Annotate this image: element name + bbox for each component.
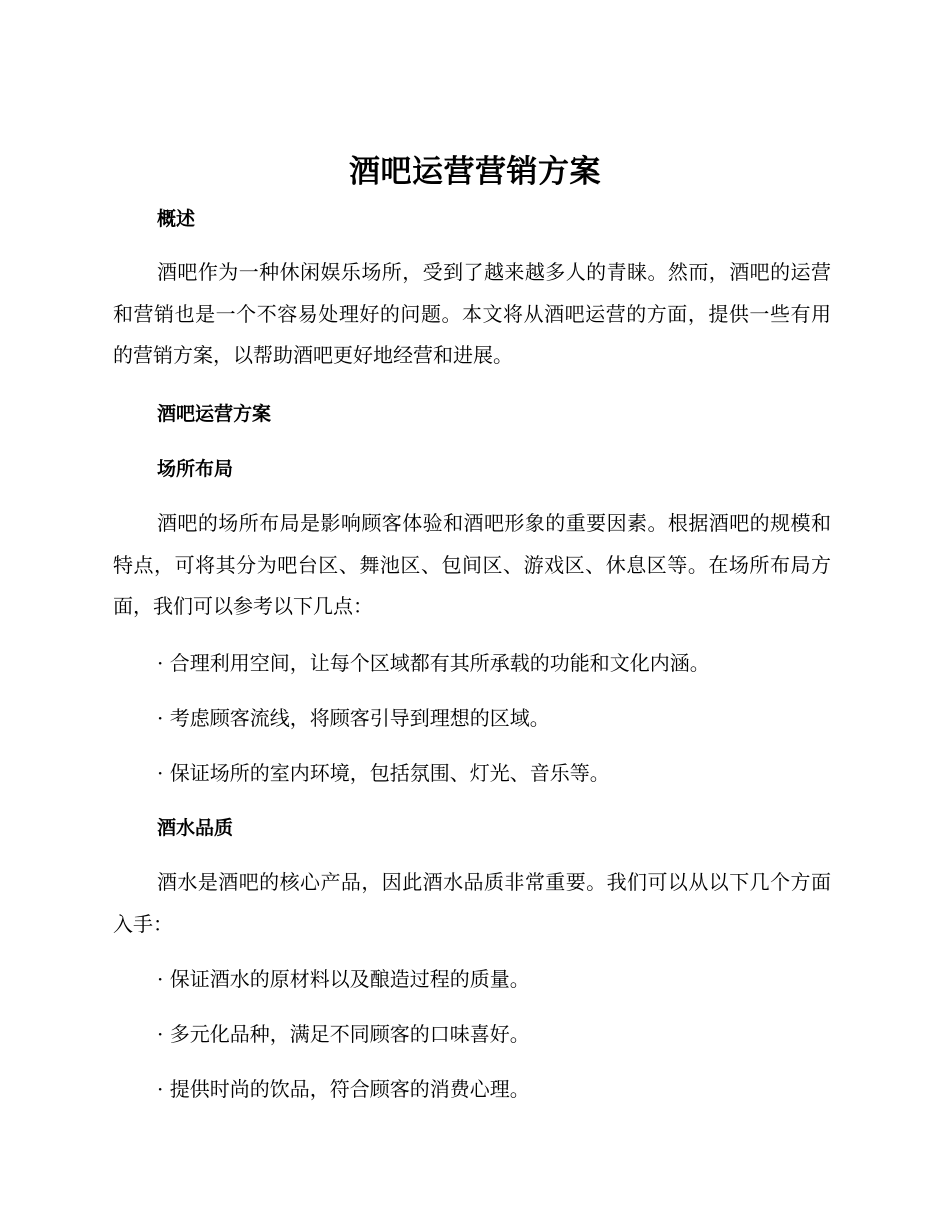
drinks-bullet-item: · 提供时尚的饮品，符合顾客的消费心理。 — [157, 1077, 530, 1101]
layout-bullet-item: · 合理利用空间，让每个区域都有其所承载的功能和文化内涵。 — [157, 651, 710, 675]
section-heading-operations: 酒吧运营方案 — [157, 403, 272, 425]
layout-bullet-item: · 保证场所的室内环境，包括氛围、灯光、音乐等。 — [157, 761, 610, 785]
overview-paragraph: 酒吧作为一种休闲娱乐场所，受到了越来越多人的青睐。然而，酒吧的运营和营销也是一个不容易处理好的问题。本文将从酒吧运营的方面，提供一些有用的营销方案，以帮助酒吧更好地经营和进展。 — [113, 260, 831, 367]
subsection-heading-drinks: 酒水品质 — [157, 817, 234, 839]
drinks-bullet-item: · 多元化品种，满足不同顾客的口味喜好。 — [157, 1022, 530, 1046]
section-heading-overview: 概述 — [157, 208, 196, 230]
subsection-heading-layout: 场所布局 — [157, 458, 234, 480]
layout-bullet-item: · 考虑顾客流线，将顾客引导到理想的区域。 — [157, 706, 550, 730]
drinks-paragraph: 酒水是酒吧的核心产品，因此酒水品质非常重要。我们可以从以下几个方面入手： — [113, 870, 831, 936]
document-title: 酒吧运营营销方案 — [349, 154, 601, 190]
drinks-bullet-item: · 保证酒水的原材料以及酿造过程的质量。 — [157, 967, 530, 991]
layout-paragraph: 酒吧的场所布局是影响顾客体验和酒吧形象的重要因素。根据酒吧的规模和特点，可将其分为吧台区、舞池区、包间区、游戏区、休息区等。在场所布局方面，我们可以参考以下几点： — [113, 511, 831, 618]
